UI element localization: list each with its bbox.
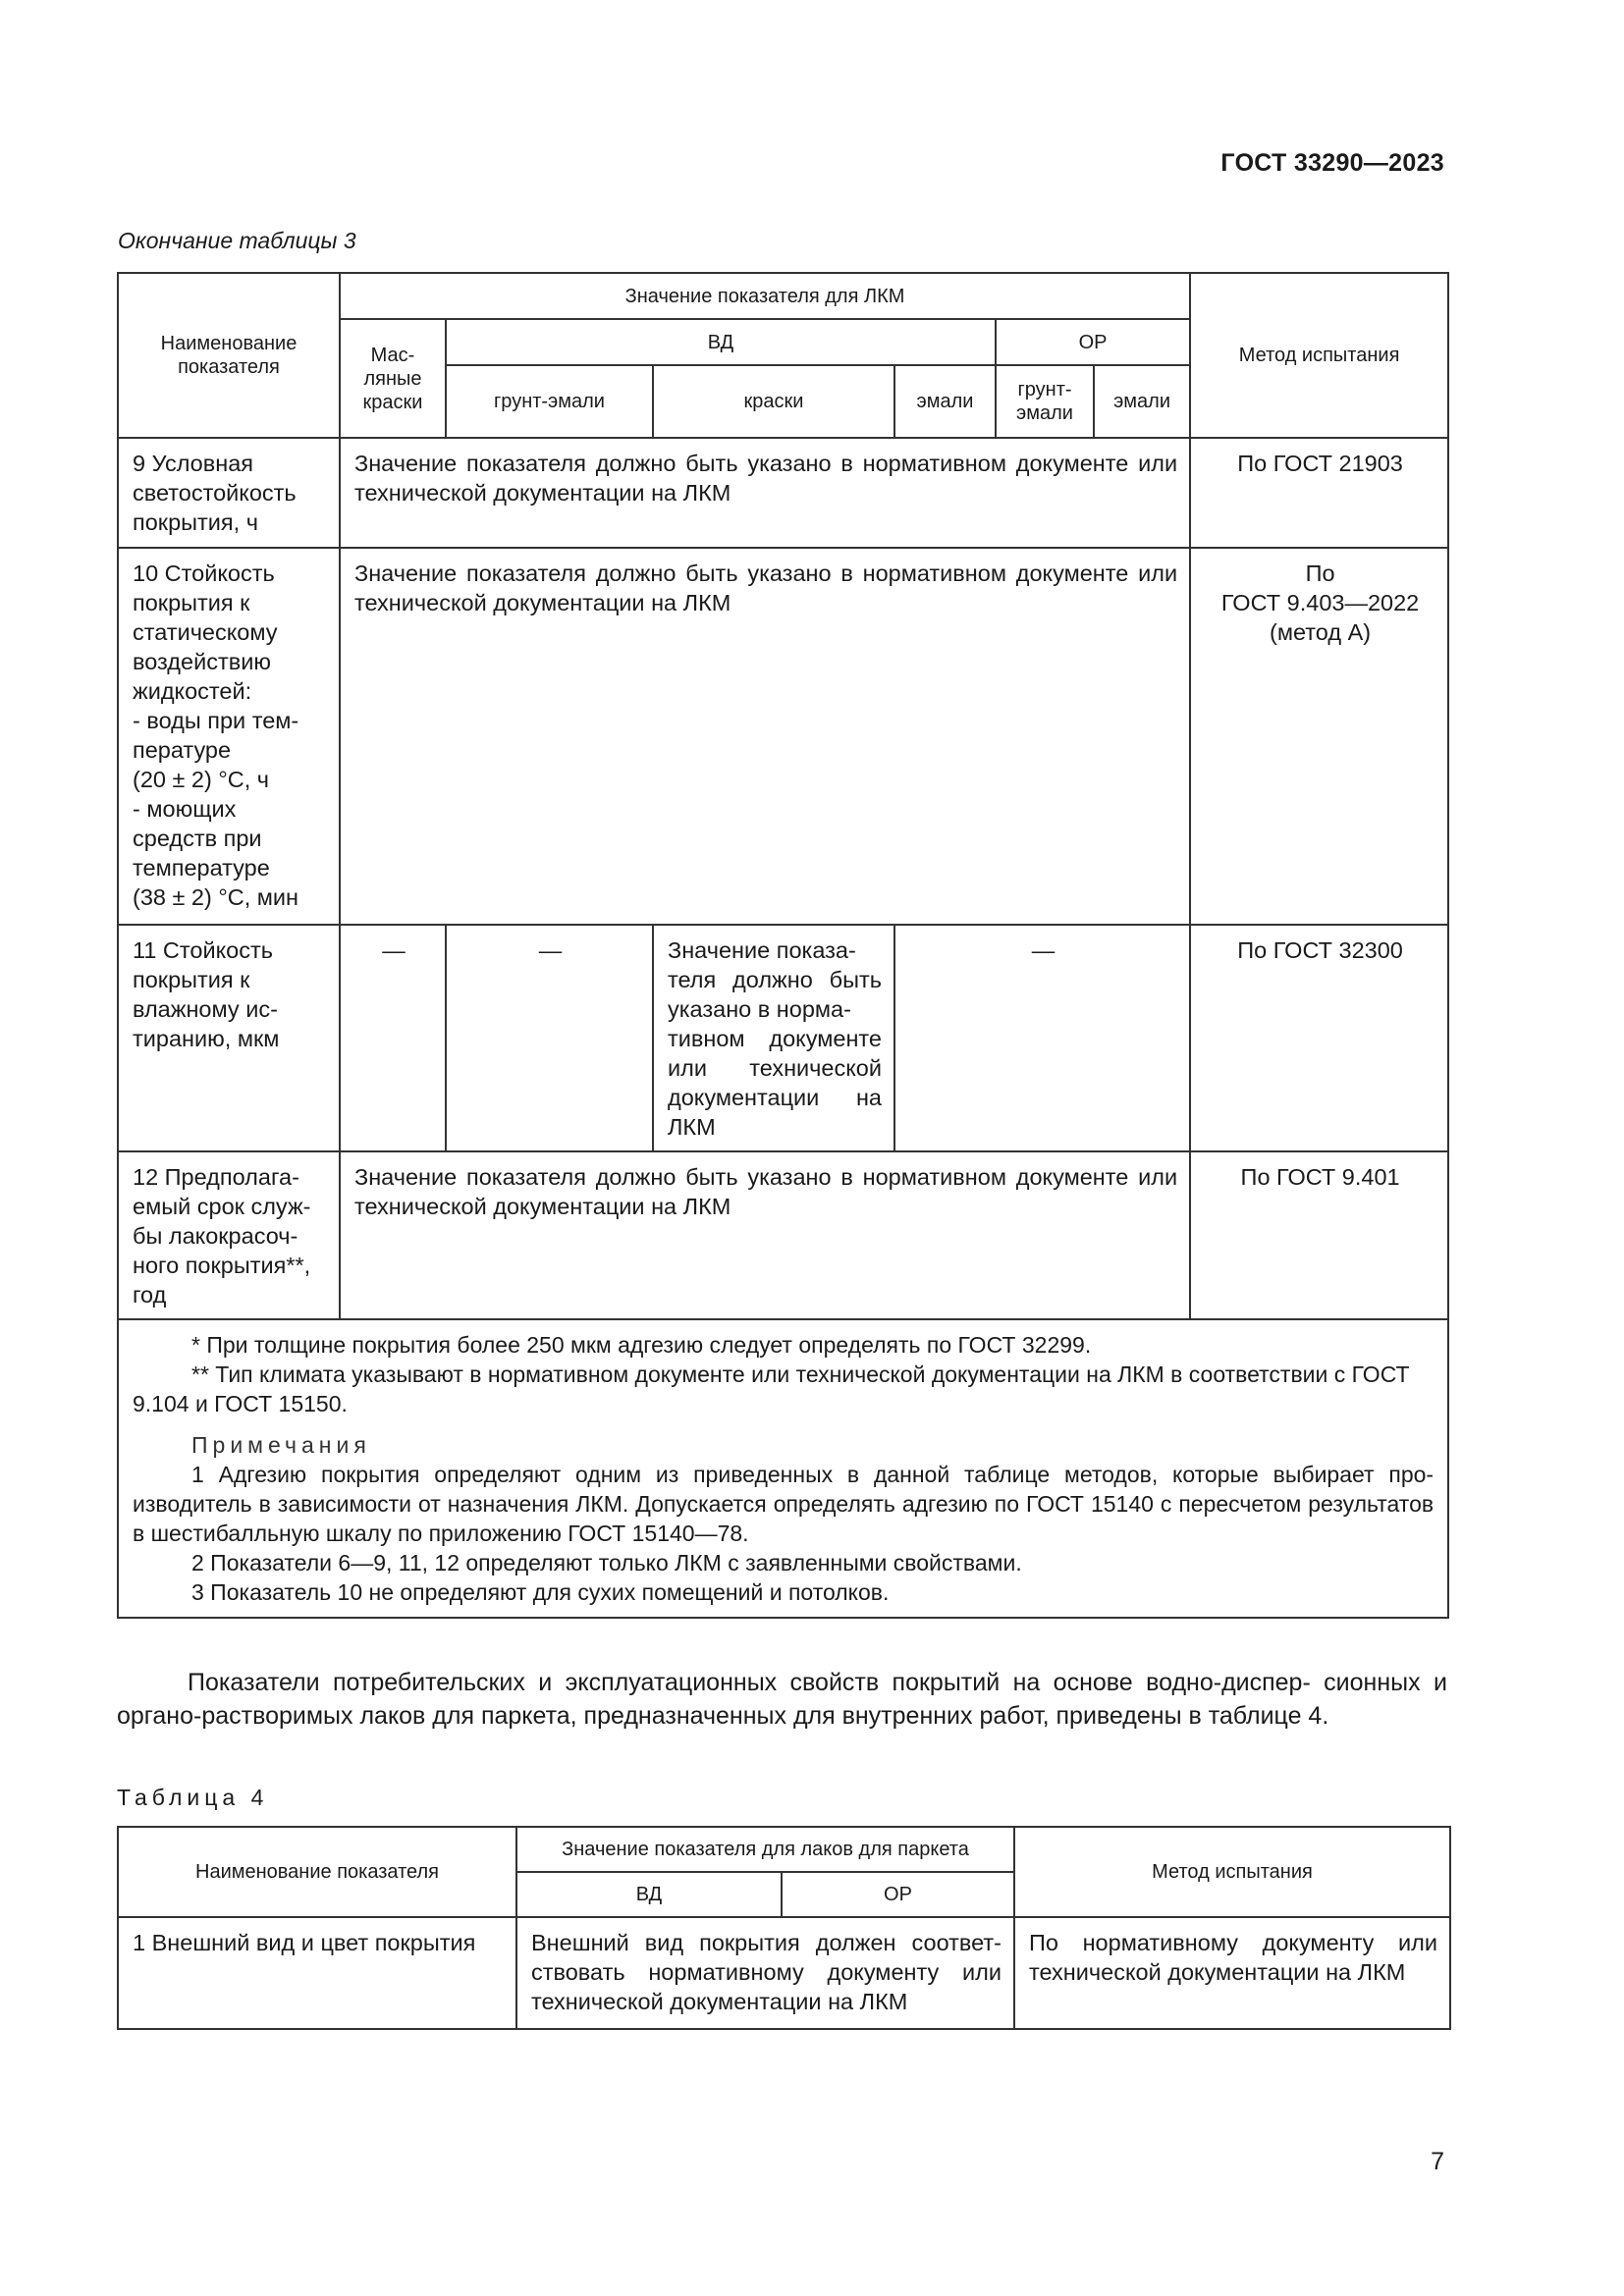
row-name: 12 Предполага- емый срок служ- бы лакокрасоч- ного покрытия**, год [118,1151,340,1319]
row-value: Значение показателя должно быть указано в нормативном документе или технической документации на ЛКМ [340,438,1190,548]
enamels-dash: — [894,925,1190,1151]
header-vd-paints: краски [653,365,894,438]
table-4 [117,1826,1451,2030]
footnote: * При толщине покрытия более 250 мкм адгезию следует определять по ГОСТ 32299. [191,1332,1092,1358]
row-name: 9 Условная светостойкость покрытия, ч [118,438,340,548]
vd-paints-value: Значение показа- теля должно быть указано в норма- тивном документе или технической документации на ЛКМ [653,925,894,1151]
header-value-group: Значение показателя для ЛКМ [340,273,1190,319]
notes-row [118,1319,1448,1618]
table-row [118,925,1448,1151]
row-name: 1 Внешний вид и цвет покрытия [118,1917,516,2029]
header-vd: ВД [516,1872,782,1917]
table4-label: Таблица 4 [117,1785,269,1810]
note: 3 Показатель 10 не определяют для сухих помещений и потолков. [191,1579,890,1605]
note: 2 Показатели 6—9, 11, 12 определяют только ЛКМ с заявленными свойствами. [191,1550,1022,1575]
row-value: Внешний вид покрытия должен соответ- ствовать нормативному документу или технической документации на ЛКМ [516,1917,1014,2029]
header-or: ОР [996,319,1190,365]
table-row [118,1151,1448,1319]
header-vd-primer-enamels: грунт-эмали [446,365,653,438]
table3-continuation-caption: Окончание таблицы 3 [118,228,356,253]
table-3 [117,272,1449,1619]
header-test-method: Метод испытания [1190,273,1448,438]
footnotes-and-notes [118,1319,1448,1618]
header-value-group: Значение показателя для лаков для паркета [516,1827,1014,1872]
standard-code: ГОСТ 33290—2023 [1220,149,1444,177]
row-method: По ГОСТ 9.401 [1190,1151,1448,1319]
row-name: 11 Стойкость покрытия к влажному ис- тиранию, мкм [118,925,340,1151]
header-or: ОР [782,1872,1014,1917]
note: 1 Адгезию покрытия определяют одним из приведенных в данной таблице методов, которые выбирает про- изводитель в зависимости от назначения ЛКМ. Допускается определять адгезию по ГОСТ 15140 с пересчетом результатов в шестибалльную шкалу по приложению ГОСТ 15140—78. [133,1462,1435,1546]
row-method: По ГОСТ 32300 [1190,925,1448,1151]
row-method: По ГОСТ 21903 [1190,438,1448,548]
header-test-method: Метод испытания [1014,1827,1450,1917]
body-paragraph: Показатели потребительских и эксплуатационных свойств покрытий на основе водно-диспер- сионных и органо-растворимых лаков для паркета, предназначенных для внутренних работ, приведены в таблице 4. [117,1669,1447,1730]
header-indicator-name: Наименование показателя [118,1827,516,1917]
table-row [118,1917,1450,2029]
header-or-primer-enamels: грунт- эмали [996,365,1094,438]
page-number: 7 [1431,2148,1444,2175]
table-row [118,548,1448,925]
notes-title: Примечания [191,1432,371,1458]
row-method: По нормативному документу или технической документации на ЛКМ [1014,1917,1450,2029]
row-value: Значение показателя должно быть указано в нормативном документе или технической документации на ЛКМ [340,548,1190,925]
header-oil-paints: Мас- ляные краски [340,319,446,438]
vd-primer-dash: — [446,925,653,1151]
footnote: ** Тип климата указывают в нормативном документе или технической документации на ЛКМ в соответствии с ГОСТ 9.104 и ГОСТ 15150. [133,1362,1410,1416]
oil-dash: — [340,925,446,1151]
row-method: По ГОСТ 9.403—2022 (метод А) [1190,548,1448,925]
row-name: 10 Стойкость покрытия к статическому воздействию жидкостей: - воды при тем- пературе (20 ± 2) °С, ч - моющих средств при температуре (38 ± 2) °С, мин [118,548,340,925]
header-vd-enamels: эмали [894,365,996,438]
header-or-enamels: эмали [1094,365,1190,438]
header-vd: ВД [446,319,996,365]
header-indicator-name: Наименование показателя [118,273,340,438]
row-value: Значение показателя должно быть указано в нормативном документе или технической документации на ЛКМ [340,1151,1190,1319]
table-row [118,438,1448,548]
